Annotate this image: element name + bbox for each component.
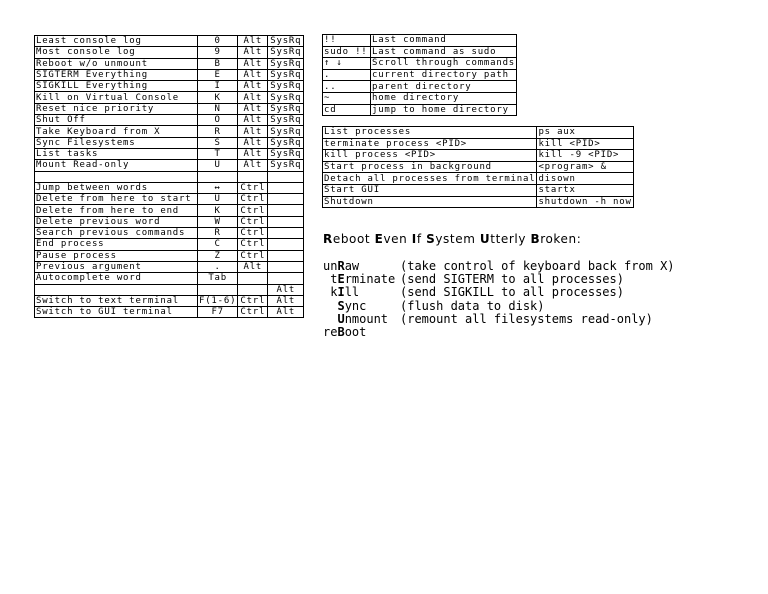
table-row <box>35 103 304 114</box>
shortcut-description: Delete previous word <box>35 216 198 227</box>
reisub-description: (send SIGKILL to all processes) <box>400 285 624 300</box>
shortcut-description: Reboot w/o unmount <box>35 58 198 69</box>
table-row <box>323 127 634 139</box>
reisub-title-word: ystem <box>435 232 480 246</box>
reisub-mnemonic <box>323 232 675 339</box>
table-row <box>35 307 304 318</box>
reisub-word-suffix: ll <box>344 285 360 300</box>
shell-description: parent directory <box>371 81 517 93</box>
table-row <box>35 47 304 58</box>
table-row <box>323 58 517 70</box>
reisub-word <box>323 286 400 299</box>
reisub-title-letter: U <box>479 232 491 246</box>
shortcut-key <box>198 284 238 295</box>
shortcut-key <box>198 171 238 182</box>
shortcut-description: Shut Off <box>35 115 198 126</box>
process-command: ps aux <box>537 127 633 139</box>
shortcut-modifier-2 <box>268 273 304 284</box>
shortcut-description: Switch to GUI terminal <box>35 307 198 318</box>
process-description: Detach all processes from terminal <box>324 173 536 184</box>
shortcut-modifier: Ctrl <box>238 182 268 193</box>
shortcut-description: Jump between words <box>35 182 198 193</box>
shortcut-modifier-2: SysRq <box>268 92 304 103</box>
table-row <box>35 284 304 295</box>
reisub-key-letter: R <box>337 259 345 273</box>
reisub-key-letter: S <box>337 298 345 313</box>
table-row <box>35 115 304 126</box>
shortcut-modifier <box>238 284 268 295</box>
shortcut-description: Autocomplete word <box>35 273 198 284</box>
reisub-word-prefix: re <box>323 324 338 339</box>
table-row <box>35 148 304 159</box>
process-description: Start process in background <box>323 161 537 173</box>
reisub-line <box>323 326 675 339</box>
table-row <box>35 81 304 92</box>
table-row <box>323 69 517 81</box>
shortcut-key: W <box>198 216 238 227</box>
shortcut-modifier: Alt <box>238 47 268 58</box>
shell-description: Last command as sudo <box>371 46 517 58</box>
reisub-title-letter: R <box>323 232 333 246</box>
shortcut-modifier: Ctrl <box>238 194 268 205</box>
shortcut-modifier-2: SysRq <box>268 47 304 58</box>
shortcut-key: . <box>198 261 238 272</box>
table-row <box>35 216 304 227</box>
table-row <box>35 137 304 148</box>
shortcut-modifier-2: SysRq <box>268 160 304 171</box>
shortcut-description: Pause process <box>35 250 198 261</box>
table-row <box>35 171 304 182</box>
shell-shortcuts-table <box>322 34 517 116</box>
shell-command: . <box>323 69 371 81</box>
reisub-key-letter: I <box>337 285 345 300</box>
table-row <box>35 228 304 239</box>
shell-description: home directory <box>371 92 517 104</box>
shortcut-key: U <box>198 160 238 171</box>
reisub-word-suffix: oot <box>344 324 367 339</box>
reisub-word-prefix: t <box>323 272 338 287</box>
shortcut-key: F7 <box>198 307 238 318</box>
reisub-description: (flush data to disk) <box>400 298 545 313</box>
shortcut-description: Switch to text terminal <box>35 295 198 306</box>
reisub-title-letter: B <box>530 232 541 246</box>
shortcut-key: K <box>198 92 238 103</box>
shortcut-modifier-2: Alt <box>268 295 304 306</box>
shortcut-modifier: Alt <box>238 103 268 114</box>
table-row <box>323 184 634 196</box>
shortcut-modifier <box>238 171 268 182</box>
reisub-word-suffix: ync <box>344 298 367 313</box>
process-command: <program> & <box>537 161 633 173</box>
process-command: shutdown -h now <box>538 196 632 207</box>
shortcut-key: K <box>198 205 238 216</box>
reisub-title-letter: S <box>426 232 436 246</box>
shortcut-modifier-2: SysRq <box>268 81 304 92</box>
process-description: Shutdown <box>323 196 537 208</box>
shortcut-description: End process <box>35 239 198 250</box>
table-row <box>35 194 304 205</box>
shortcut-modifier: Alt <box>238 160 268 171</box>
table-row <box>35 182 304 193</box>
shortcut-modifier: Ctrl <box>238 250 268 261</box>
reisub-title-word: f <box>416 232 427 246</box>
shortcut-modifier-2: SysRq <box>268 103 304 114</box>
shortcut-modifier-2: SysRq <box>268 58 304 69</box>
shortcut-modifier: Alt <box>238 36 268 47</box>
shortcut-modifier: Alt <box>238 148 268 159</box>
shortcut-modifier-2: Alt <box>268 284 304 295</box>
shortcut-key: F(1-6) <box>199 295 237 306</box>
shortcut-modifier <box>238 273 268 284</box>
shell-description: jump to home directory <box>371 104 517 116</box>
shortcut-modifier: Alt <box>238 81 268 92</box>
shortcut-modifier: Alt <box>238 137 268 148</box>
keyboard-shortcuts-table <box>34 35 304 318</box>
shell-command: !! <box>323 35 371 47</box>
shell-command: cd <box>323 104 371 116</box>
reisub-word-prefix <box>323 299 337 313</box>
reisub-title-word: roken: <box>540 232 582 246</box>
reisub-title-letter: I <box>411 232 417 246</box>
shortcut-modifier-2 <box>268 216 304 227</box>
process-command: disown <box>537 173 633 185</box>
process-description: terminate process <PID> <box>323 138 537 150</box>
shortcut-modifier: Alt <box>238 69 268 80</box>
table-row <box>323 92 517 104</box>
reisub-title <box>323 232 675 246</box>
shortcut-key: B <box>198 58 238 69</box>
reisub-word <box>323 260 400 273</box>
reisub-word-prefix <box>323 312 337 326</box>
shortcut-modifier-2 <box>268 205 304 216</box>
shortcut-modifier: Ctrl <box>238 295 268 306</box>
shell-command: sudo !! <box>323 46 371 58</box>
process-description: kill process <PID> <box>323 150 537 162</box>
process-command: startx <box>537 184 633 196</box>
shortcut-description: List tasks <box>35 148 198 159</box>
table-row <box>35 295 304 306</box>
table-row <box>35 239 304 250</box>
shortcut-key: N <box>198 103 238 114</box>
reisub-word <box>323 326 400 339</box>
shortcut-key: 0 <box>198 36 238 47</box>
table-row <box>35 126 304 137</box>
shortcut-key: C <box>198 239 238 250</box>
table-row <box>35 92 304 103</box>
reisub-word-suffix: nmount <box>344 311 389 326</box>
shortcut-key: R <box>198 126 238 137</box>
shortcut-modifier: Alt <box>238 92 268 103</box>
shortcut-modifier: Ctrl <box>238 228 268 239</box>
reisub-description: (remount all filesystems read-only) <box>400 311 653 326</box>
shell-command: ~ <box>323 92 371 104</box>
reisub-word <box>323 300 400 313</box>
shortcut-key: U <box>198 194 238 205</box>
process-command: kill -9 <PID> <box>537 150 633 162</box>
shortcut-description: Previous argument <box>35 261 198 272</box>
reisub-description: (send SIGTERM to all processes) <box>400 272 624 287</box>
reisub-title-word: eboot <box>332 232 375 246</box>
table-row <box>323 104 517 116</box>
reisub-word-suffix: aw <box>344 259 360 273</box>
shortcut-modifier: Alt <box>238 261 268 272</box>
reisub-word-prefix: k <box>323 285 338 300</box>
table-row <box>35 36 304 47</box>
shortcut-modifier-2: SysRq <box>268 137 304 148</box>
table-row <box>323 150 634 162</box>
shell-command: .. <box>323 81 371 93</box>
table-row <box>323 161 634 173</box>
shortcut-description: SIGKILL Everything <box>35 81 198 92</box>
shortcut-key: 9 <box>198 47 238 58</box>
shortcut-modifier: Ctrl <box>238 216 268 227</box>
shortcut-key: Tab <box>198 273 238 284</box>
reisub-lines <box>323 260 675 339</box>
shortcut-modifier: Alt <box>238 115 268 126</box>
shortcut-modifier-2 <box>268 194 304 205</box>
table-row <box>35 69 304 80</box>
shortcut-modifier-2 <box>268 261 304 272</box>
shell-description: Scroll through commands <box>372 58 516 69</box>
table-row <box>323 173 634 185</box>
shortcut-modifier-2: SysRq <box>268 115 304 126</box>
process-commands-table <box>322 126 634 208</box>
process-description: List processes <box>323 127 537 139</box>
shortcut-description: Delete from here to start <box>35 194 198 205</box>
process-command: kill <PID> <box>537 138 633 150</box>
table-row <box>323 81 517 93</box>
shortcut-key: Z <box>198 250 238 261</box>
shortcut-modifier: Ctrl <box>238 239 268 250</box>
shortcut-description: Mount Read-only <box>35 160 198 171</box>
table-row <box>35 160 304 171</box>
shortcut-modifier-2: SysRq <box>268 69 304 80</box>
reisub-word-suffix: rminate <box>344 272 396 287</box>
shortcut-modifier: Ctrl <box>238 205 268 216</box>
shortcut-modifier-2: SysRq <box>268 148 304 159</box>
shortcut-modifier-2 <box>268 171 304 182</box>
reisub-word-prefix: un <box>323 259 338 273</box>
shortcut-description: Delete from here to end <box>35 205 198 216</box>
reisub-word <box>323 273 400 286</box>
shortcut-modifier-2: SysRq <box>268 126 304 137</box>
shortcut-description <box>35 171 198 182</box>
shortcut-description <box>35 284 198 295</box>
shortcut-modifier-2: Alt <box>268 307 304 318</box>
table-row <box>35 261 304 272</box>
shortcut-description: Least console log <box>35 36 198 47</box>
reisub-title-letter: E <box>374 232 384 246</box>
table-row <box>35 58 304 69</box>
shortcut-modifier-2 <box>268 239 304 250</box>
table-row <box>323 196 634 208</box>
shortcut-key: T <box>198 148 238 159</box>
shortcut-key: R <box>198 228 238 239</box>
shortcut-description: SIGTERM Everything <box>35 69 198 80</box>
table-row <box>323 46 517 58</box>
shortcut-modifier-2 <box>268 250 304 261</box>
shortcut-key: E <box>198 69 238 80</box>
table-row <box>35 205 304 216</box>
shortcut-modifier-2 <box>268 182 304 193</box>
shortcut-key: S <box>198 137 238 148</box>
shortcut-modifier-2: SysRq <box>268 36 304 47</box>
shortcut-key: ↔ <box>198 182 238 193</box>
reisub-word <box>323 313 400 326</box>
table-row <box>323 138 634 150</box>
table-row <box>323 35 517 47</box>
shortcut-modifier: Alt <box>238 126 268 137</box>
shortcut-modifier: Alt <box>238 58 268 69</box>
reisub-line <box>323 313 675 326</box>
reisub-key-letter: E <box>337 272 345 287</box>
reisub-key-letter: U <box>337 311 345 326</box>
shortcut-key: I <box>198 81 238 92</box>
shortcut-modifier: Ctrl <box>238 307 268 318</box>
shortcut-description: Take Keyboard from X <box>35 126 198 137</box>
shortcut-description: Reset nice priority <box>35 103 198 114</box>
table-row <box>35 273 304 284</box>
table-row <box>35 250 304 261</box>
shortcut-description: Most console log <box>35 47 198 58</box>
reisub-description: (take control of keyboard back from X) <box>400 259 675 273</box>
shortcut-description: Sync Filesystems <box>35 137 198 148</box>
shell-command: ↑ ↓ <box>323 58 371 70</box>
reisub-key-letter: B <box>337 324 345 339</box>
shell-description: current directory path <box>371 69 517 81</box>
reisub-title-word: ven <box>383 232 412 246</box>
shortcut-description: Kill on Virtual Console <box>35 92 198 103</box>
shortcut-description: Search previous commands <box>35 228 198 239</box>
shortcut-key: O <box>198 115 238 126</box>
reisub-title-word: tterly <box>490 232 531 246</box>
process-description: Start GUI <box>323 184 537 196</box>
shell-description: Last command <box>371 35 517 47</box>
shortcut-modifier-2 <box>268 228 304 239</box>
